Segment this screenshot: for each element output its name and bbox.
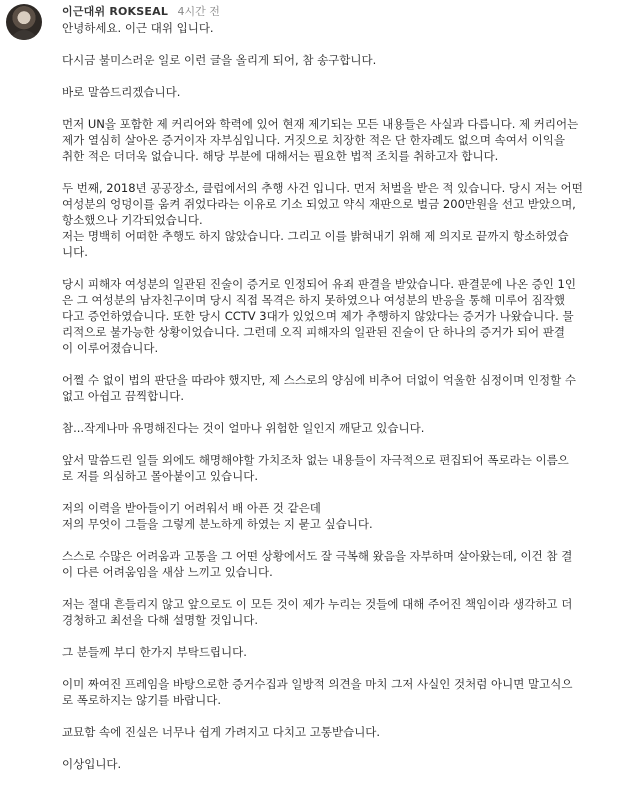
comment-paragraph (62, 276, 634, 356)
comment-line: 저는 명백히 어떠한 추행도 하지 않았습니다. 그리고 이를 밝혀내기 위해 제 의지로 끝까지 항소하였습 (62, 229, 569, 243)
comment-paragraph (62, 500, 634, 532)
comment-paragraph (62, 548, 634, 580)
comment-timestamp[interactable]: 4시간 전 (177, 5, 220, 18)
comment-line: 교묘함 속에 진실은 너무나 쉽게 가려지고 다치고 고통받습니다. (62, 725, 381, 739)
comment-line: 다고 증언하였습니다. 또한 당시 CCTV 3대가 있었으며 제가 추행하지 않았다는 증거가 나왔습니다. 물 (62, 309, 574, 323)
comment-paragraph (62, 756, 634, 772)
comment-paragraph (62, 20, 634, 36)
comment-paragraph (62, 180, 634, 260)
comment-paragraph (62, 84, 634, 100)
comment-line: 니다. (62, 245, 88, 259)
comment-line: 바로 말씀드리겠습니다. (62, 85, 181, 99)
comment-paragraph (62, 724, 634, 740)
avatar[interactable] (6, 4, 42, 40)
author-name[interactable]: 이근대위 ROKSEAL (62, 5, 169, 18)
comment-paragraph (62, 452, 634, 484)
comment-line: 스스로 수많은 어려움과 고통을 그 어떤 상황에서도 잘 극복해 왔음을 자부하며 살아왔는데, 이건 참 결 (62, 549, 573, 563)
comment-paragraph (62, 372, 634, 404)
comment-paragraph (62, 676, 634, 708)
comment-line: 저의 이력을 받아들이기 어려워서 배 아픈 것 같은데 (62, 501, 321, 515)
comment-paragraph (62, 644, 634, 660)
comment-line: 먼저 UN을 포함한 제 커리어와 학력에 있어 현재 제기되는 모든 내용들은 사실과 다릅니다. 제 커리어는 (62, 117, 579, 131)
comment-line: 은 그 여성분의 남자친구이며 당시 직접 목격은 하지 못하였으나 여성분의 반응을 통해 미루어 짐작했 (62, 293, 565, 307)
comment-body (62, 20, 634, 788)
comment-line: 당시 피해자 여성분의 일관된 진술이 증거로 인정되어 유죄 판결을 받았습니다. 판결문에 나온 증인 1인 (62, 277, 576, 291)
comment-line: 다시금 불미스러운 일로 이런 글을 올리게 되어, 참 송구합니다. (62, 53, 377, 67)
comment-line: 어쩔 수 없이 법의 판단을 따라야 했지만, 제 스스로의 양심에 비추어 더없이 억울한 심정이며 인정할 수 (62, 373, 576, 387)
comment-line: 없고 아쉽고 끔찍합니다. (62, 389, 185, 403)
comment-line: 로 저를 의심하고 몰아붙이고 있습니다. (62, 469, 259, 483)
comment-line: 저는 절대 흔들리지 않고 앞으로도 이 모든 것이 제가 누리는 것들에 대해 주어진 책임이라 생각하고 더 (62, 597, 573, 611)
comment-paragraph (62, 116, 634, 164)
comment-line: 두 번째, 2018년 공공장소, 클럽에서의 추행 사건 입니다. 먼저 처벌을 받은 적 있습니다. 당시 저는 어떤 (62, 181, 583, 195)
comment-line: 이 이루어졌습니다. (62, 341, 159, 355)
comment-line: 이 다른 어려움임을 새삼 느끼고 있습니다. (62, 565, 273, 579)
comment-line: 저의 무엇이 그들을 그렇게 분노하게 하였는 지 묻고 싶습니다. (62, 517, 373, 531)
comment-line: 여성분의 엉덩이를 움켜 쥐었다라는 이유로 기소 되었고 약식 재판으로 벌금 200만원을 선고 받았으며, (62, 197, 576, 211)
comment-line: 안녕하세요. 이근 대위 입니다. (62, 21, 214, 35)
comment-line: 로 폭로하지는 않기를 바랍니다. (62, 693, 222, 707)
avatar-figure (10, 30, 38, 40)
comment-line: 참...작게나마 유명해진다는 것이 얼마나 위험한 일인지 깨닫고 있습니다. (62, 421, 425, 435)
comment-line: 항소했으나 기각되었습니다. (62, 213, 203, 227)
comment-line: 앞서 말씀드린 일들 외에도 해명해야할 가치조차 없는 내용들이 자극적으로 편집되어 폭로라는 이름으 (62, 453, 569, 467)
comment-paragraph (62, 596, 634, 628)
comment-line: 이상입니다. (62, 757, 122, 771)
comment-paragraph (62, 52, 634, 68)
comment-line: 취한 적은 더더욱 없습니다. 해당 부분에 대해서는 필요한 법적 조치를 취하고자 합니다. (62, 149, 499, 163)
comment-line: 제가 열심히 살아온 증거이자 자부심입니다. 거짓으로 치장한 적은 단 한자례도 없으며 속여서 이익을 (62, 133, 565, 147)
comment-line: 이미 짜여진 프레임을 바탕으로한 증거수집과 일방적 의견을 마치 그저 사실인 것처럼 아니면 말고식으 (62, 677, 573, 691)
comment-line: 경청하고 최선을 다해 설명할 것입니다. (62, 613, 259, 627)
comment-line: 리적으로 불가능한 상황이었습니다. 그런데 오직 피해자의 일관된 진술이 단 하나의 증거가 되어 판결 (62, 325, 565, 339)
comment-header (62, 5, 220, 19)
comment-paragraph (62, 420, 634, 436)
comment-line: 그 분들께 부디 한가지 부탁드립니다. (62, 645, 247, 659)
